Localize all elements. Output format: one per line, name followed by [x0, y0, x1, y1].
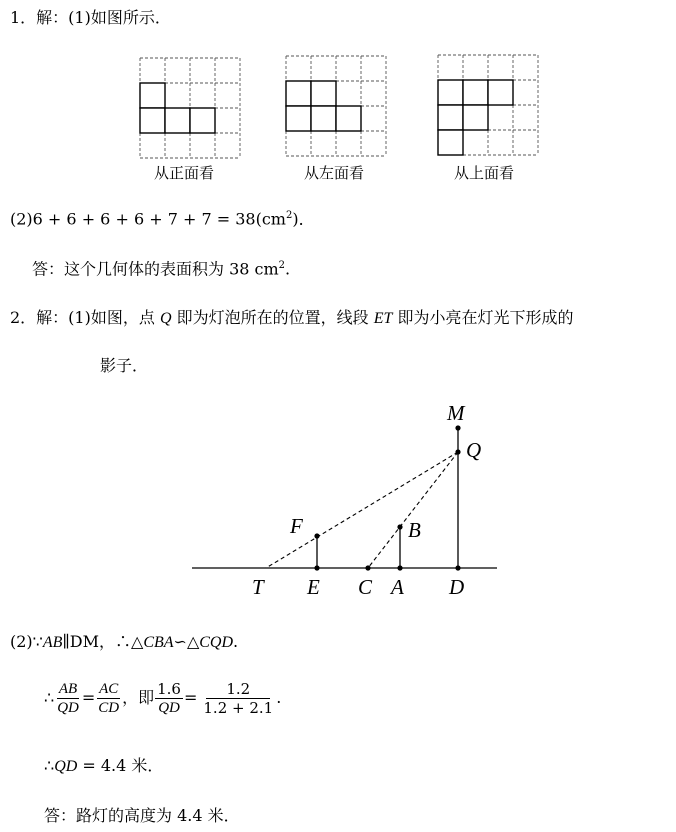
fraction-ac-cd: $\frac{AC}{CD}$ — [98, 681, 120, 716]
view-cell — [165, 108, 190, 133]
view-cell — [438, 80, 463, 105]
point-c — [365, 565, 370, 570]
point-a — [397, 565, 402, 570]
view-caption-top: 从上面看 — [454, 164, 515, 182]
view-cell — [140, 108, 165, 133]
view-cell — [336, 106, 361, 131]
view-cell — [463, 105, 488, 130]
q2-step3: ∴QD = 4.4 米． — [44, 756, 164, 775]
label-c: C — [358, 575, 373, 599]
view-cell — [488, 80, 513, 105]
ray-qt — [266, 452, 458, 568]
view-cell — [438, 130, 463, 155]
point-m — [455, 425, 460, 430]
view-cell — [190, 108, 215, 133]
view-grid-0 — [140, 58, 240, 158]
label-q: Q — [466, 438, 482, 462]
q2-heading: 2．解：(1)如图，点 Q 即为灯泡所在的位置，线段 ET 即为小亮在灯光下形成的 — [10, 308, 574, 327]
q2-heading-line2: 影子． — [100, 356, 149, 375]
label-e: E — [307, 575, 320, 599]
view-cell — [438, 105, 463, 130]
view-cell — [463, 80, 488, 105]
label-d: D — [449, 575, 465, 599]
label-a: A — [391, 575, 404, 599]
view-cell — [311, 81, 336, 106]
view-cell — [140, 83, 165, 108]
view-cell — [311, 106, 336, 131]
point-b — [397, 524, 402, 529]
view-grid-2 — [438, 55, 538, 155]
point-f — [314, 533, 319, 538]
point-d — [455, 565, 460, 570]
ray-qc — [368, 452, 458, 568]
view-cell — [286, 81, 311, 106]
q2-answer: 答：路灯的高度为 4.4 米． — [44, 806, 240, 825]
point-q — [455, 449, 460, 454]
q1-part2-line: $(2)6 + 6 + 6 + 6 + 7 + 7 = 38(cm^2)$． — [10, 209, 315, 229]
label-f: F — [290, 514, 303, 538]
fraction-ab-qd: $\frac{AB}{QD}$ — [57, 681, 79, 716]
q1-answer: 答：这个几何体的表面积为 38 $cm^2$. — [32, 259, 291, 279]
label-b: B — [408, 518, 421, 542]
label-t: T — [252, 575, 264, 599]
fraction-12-33: $\frac{1.2}{1.2 + 2.1}$ — [203, 680, 274, 717]
fraction-16-qd: $\frac{1.6}{QD}$ — [157, 680, 181, 716]
q1-heading: 1．解：(1)如图所示． — [10, 8, 171, 27]
label-m: M — [447, 401, 465, 425]
q2-step1: (2)∵AB∥DM，∴△CBA∽△CQD. — [10, 632, 239, 651]
q2-step2: ∴ $\frac{AB}{QD}$ = $\frac{AC}{CD}$ ，即 $\frac{1.6}{QD}$ = $\frac{1.2}{1.2 + 2.1}$ . — [44, 680, 282, 717]
view-cell — [286, 106, 311, 131]
point-e — [314, 565, 319, 570]
view-grid-1 — [286, 56, 386, 156]
view-caption-left: 从左面看 — [304, 164, 365, 182]
view-caption-front: 从正面看 — [154, 164, 215, 182]
lamp-shadow-figure — [0, 390, 676, 605]
